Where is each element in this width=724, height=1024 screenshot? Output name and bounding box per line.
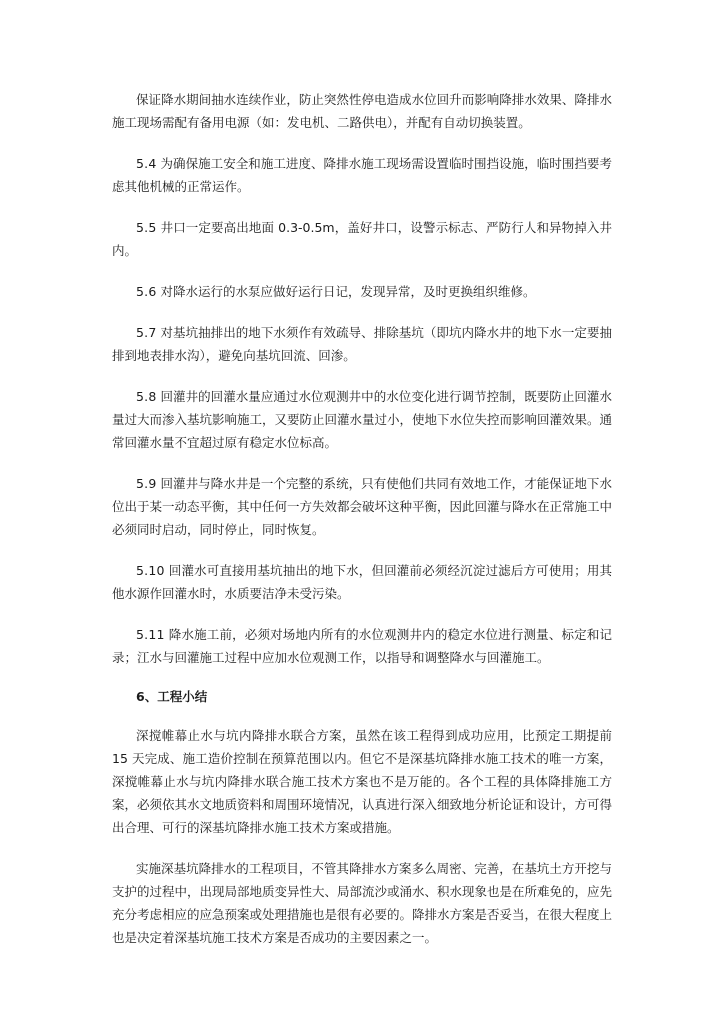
paragraph-text: 实施深基坑降排水的工程项目，不管其降排水方案多么周密、完善，在基坑土方开挖与支护的过程中，出现局部地质变异性大、局部流沙或涌水、积水现象也是在所难免的，应先充分考虑相应的应急预案或处理措施也是很有必要的。降排水方案是否妥当，在很大程度上也是决定着深基坑施工技术方案是否成功的主要因素之一。 [112,861,613,945]
paragraph-5-9 [112,472,612,541]
paragraph-5-7 [112,321,612,367]
clause-number: 5.4 [136,156,157,171]
paragraph-text: 保证降水期间抽水连续作业，防止突然性停电造成水位回升而影响降排水效果、降排水施工现场需配有备用电源（如：发电机、二路供电），并配有自动切换装置。 [112,92,612,130]
paragraph-text: 深搅帷幕止水与坑内降排水联合方案，虽然在该工程得到成功应用，比预定工期提前 15 天完成、施工造价控制在预算范围以内。但它不是深基坑降排水施工技术的唯一方案，深搅帷幕止水与坑内降排水联合施工技术方案也不是万能的。各个工程的具体降排施工方案，必须依其水文地质资料和周围环境情况，认真进行深入细致地分析论证和设计，方可得出合理、可行的深基坑降排水施工技术方案或措施。 [112,728,613,835]
paragraph-text: 井口一定要高出地面 0.3-0.5m，盖好井口，设警示标志、严防行人和异物掉入井内。 [112,220,612,258]
section-6-paragraph-2 [112,857,612,949]
clause-number: 5.11 [136,627,165,642]
section-6-heading: 6、工程小结 [136,689,208,704]
paragraph-5-6 [112,280,612,303]
clause-number: 5.6 [136,284,157,299]
section-6-paragraph-1 [112,724,612,839]
paragraph-text: 回灌井与降水井是一个完整的系统，只有使他们共同有效地工作，才能保证地下水位出于某一动态平衡，其中任何一方失效都会破坏这种平衡，因此回灌与降水在正常施工中必须同时启动，同时停止，同时恢复。 [112,476,613,537]
paragraph-5-11 [112,623,612,669]
paragraph-text: 降水施工前，必须对场地内所有的水位观测井内的稳定水位进行测量、标定和记录；江水与回灌施工过程中应加水位观测工作，以指导和调整降水与回灌施工。 [112,627,612,665]
paragraph-5-5 [112,216,612,262]
document-page [112,88,612,949]
paragraph-5-10 [112,559,612,605]
clause-number: 5.7 [136,325,157,340]
clause-number: 5.10 [136,563,165,578]
paragraph-text: 回灌水可直接用基坑抽出的地下水，但回灌前必须经沉淀过滤后方可使用；用其他水源作回灌水时，水质要洁净未受污染。 [112,563,612,601]
paragraph-5-4 [112,152,612,198]
paragraph-text: 回灌井的回灌水量应通过水位观测井中的水位变化进行调节控制，既要防止回灌水量过大而渗入基坑影响施工，又要防止回灌水量过小，使地下水位失控而影响回灌效果。通常回灌水量不宜超过原有稳定水位标高。 [112,389,613,450]
clause-number: 5.8 [136,389,157,404]
paragraph-text: 对基坑抽排出的地下水须作有效疏导、排除基坑（即坑内降水井的地下水一定要抽排到地表排水沟），避免向基坑回流、回渗。 [112,325,612,363]
paragraph-text: 对降水运行的水泵应做好运行日记，发现异常，及时更换组织维修。 [160,284,536,299]
clause-number: 5.5 [136,220,157,235]
paragraph-power-supply [112,88,612,134]
clause-number: 5.9 [136,476,157,491]
paragraph-5-8 [112,385,612,454]
paragraph-text: 为确保施工安全和施工进度、降排水施工现场需设置临时围挡设施，临时围挡要考虑其他机械的正常运作。 [112,156,612,194]
